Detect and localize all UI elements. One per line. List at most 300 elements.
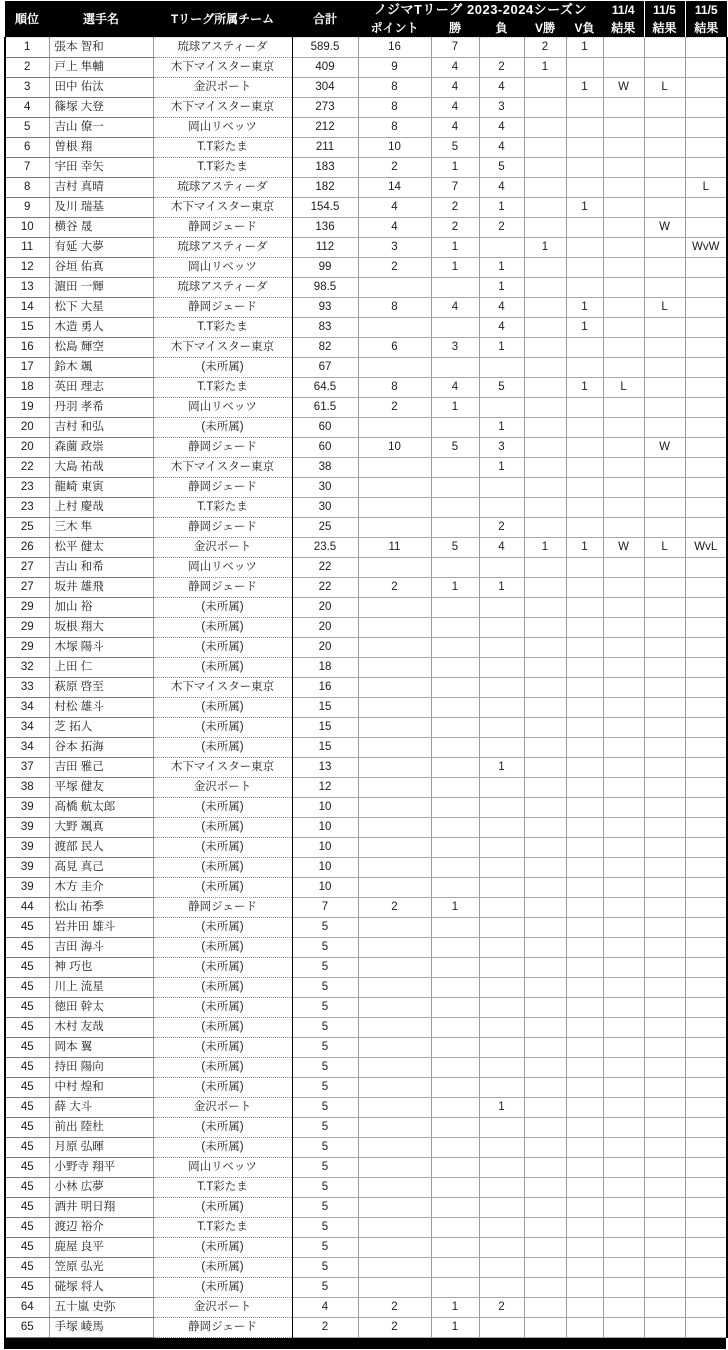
wins-cell — [431, 1158, 479, 1178]
points-cell: 2 — [358, 258, 431, 278]
team-cell: 琉球アスティーダ — [153, 38, 292, 58]
losses-cell — [479, 1258, 524, 1278]
v-losses-cell — [566, 238, 603, 258]
wins-cell — [431, 598, 479, 618]
v-losses-cell — [566, 1118, 603, 1138]
wins-cell — [431, 1258, 479, 1278]
player-name-cell: 上田 仁 — [49, 658, 153, 678]
result-1105a-cell — [644, 278, 685, 298]
team-cell: 金沢ポート — [153, 1098, 292, 1118]
result-1105b-cell — [685, 1278, 727, 1298]
v-losses-cell — [566, 1298, 603, 1318]
table-row — [5, 458, 727, 478]
player-name-cell: 小野寺 翔平 — [49, 1158, 153, 1178]
result-1105a-cell — [644, 98, 685, 118]
result-1104-cell — [603, 978, 644, 998]
result-1105a-cell — [644, 1218, 685, 1238]
points-cell: 14 — [358, 178, 431, 198]
total-cell: 5 — [292, 1018, 358, 1038]
wins-cell — [431, 498, 479, 518]
wins-cell — [431, 1178, 479, 1198]
total-cell: 211 — [292, 138, 358, 158]
team-cell: (未所属) — [153, 658, 292, 678]
result-1105a-cell — [644, 1278, 685, 1298]
team-cell: 琉球アスティーダ — [153, 278, 292, 298]
rank-cell: 10 — [5, 218, 49, 238]
v-wins-header: V勝 — [524, 19, 566, 38]
player-name-cell: 萩原 啓至 — [49, 678, 153, 698]
table-row — [5, 558, 727, 578]
losses-cell — [479, 618, 524, 638]
wins-cell — [431, 998, 479, 1018]
player-name-cell: 神 巧也 — [49, 958, 153, 978]
v-wins-cell — [524, 1138, 566, 1158]
result-1105a-cell — [644, 378, 685, 398]
team-cell: T.T彩たま — [153, 498, 292, 518]
rank-cell: 14 — [5, 298, 49, 318]
losses-cell — [479, 978, 524, 998]
v-losses-cell — [566, 1038, 603, 1058]
player-name-cell: 谷本 拓海 — [49, 738, 153, 758]
points-cell: 9 — [358, 58, 431, 78]
points-cell — [358, 1238, 431, 1258]
wins-cell — [431, 458, 479, 478]
result-1105a-cell — [644, 1078, 685, 1098]
result-1104-cell — [603, 638, 644, 658]
team-cell: 静岡ジェード — [153, 1318, 292, 1338]
result-1105a-cell: W — [644, 438, 685, 458]
points-cell — [358, 658, 431, 678]
rank-cell: 25 — [5, 518, 49, 538]
team-cell: 岡山リベッツ — [153, 258, 292, 278]
player-name-cell: 丹羽 孝希 — [49, 398, 153, 418]
result-1105a-cell — [644, 1058, 685, 1078]
losses-cell — [479, 1138, 524, 1158]
team-cell: (未所属) — [153, 998, 292, 1018]
team-cell: 金沢ポート — [153, 78, 292, 98]
player-name-cell: 薛 大斗 — [49, 1098, 153, 1118]
team-cell: 岡山リベッツ — [153, 118, 292, 138]
result-1104-cell — [603, 1118, 644, 1138]
player-name-cell: 森薗 政崇 — [49, 438, 153, 458]
result-1105a-cell — [644, 258, 685, 278]
player-name-cell: 木村 友哉 — [49, 1018, 153, 1038]
wins-cell — [431, 558, 479, 578]
v-losses-cell — [566, 1178, 603, 1198]
v-wins-cell — [524, 1158, 566, 1178]
table-row — [5, 278, 727, 298]
v-wins-cell — [524, 278, 566, 298]
result-1105b-cell — [685, 138, 727, 158]
losses-cell — [479, 1198, 524, 1218]
result-1105a-cell — [644, 598, 685, 618]
result-1104-cell: L — [603, 378, 644, 398]
table-row — [5, 718, 727, 738]
team-cell: 静岡ジェード — [153, 898, 292, 918]
losses-cell — [479, 658, 524, 678]
v-losses-cell — [566, 918, 603, 938]
v-losses-cell — [566, 718, 603, 738]
result-1104-cell — [603, 1138, 644, 1158]
player-name-cell: 吉村 和弘 — [49, 418, 153, 438]
table-row — [5, 58, 727, 78]
wins-cell: 2 — [431, 198, 479, 218]
result-1105b-cell: WvW — [685, 238, 727, 258]
result-1105a-cell — [644, 398, 685, 418]
result-1105b-cell — [685, 938, 727, 958]
points-cell — [358, 358, 431, 378]
losses-cell — [479, 778, 524, 798]
result-1105a-cell — [644, 838, 685, 858]
v-losses-cell — [566, 758, 603, 778]
result-1105a-cell — [644, 978, 685, 998]
wins-cell — [431, 418, 479, 438]
losses-cell — [479, 738, 524, 758]
result-1104-cell — [603, 1218, 644, 1238]
result-1105a-cell — [644, 58, 685, 78]
v-losses-cell — [566, 938, 603, 958]
losses-header: 負 — [479, 19, 524, 38]
table-row — [5, 938, 727, 958]
v-wins-cell — [524, 1258, 566, 1278]
result-1105a-cell — [644, 778, 685, 798]
result-1104-cell — [603, 338, 644, 358]
total-cell: 5 — [292, 978, 358, 998]
rank-cell: 27 — [5, 558, 49, 578]
v-wins-cell: 2 — [524, 38, 566, 58]
v-losses-cell — [566, 578, 603, 598]
result-1105b-cell — [685, 998, 727, 1018]
result-1104-cell — [603, 98, 644, 118]
result-1104-cell — [603, 618, 644, 638]
rank-cell: 26 — [5, 538, 49, 558]
result-1105b-cell — [685, 398, 727, 418]
losses-cell: 5 — [479, 378, 524, 398]
points-cell — [358, 1138, 431, 1158]
losses-cell — [479, 38, 524, 58]
points-cell: 2 — [358, 578, 431, 598]
result-1104-cell — [603, 998, 644, 1018]
result-1105b-cell — [685, 898, 727, 918]
rank-cell: 39 — [5, 858, 49, 878]
points-cell: 4 — [358, 198, 431, 218]
result-1104-cell — [603, 558, 644, 578]
losses-cell — [479, 1278, 524, 1298]
player-name-cell: 岡本 翼 — [49, 1038, 153, 1058]
losses-cell — [479, 678, 524, 698]
result-1105a-cell — [644, 918, 685, 938]
points-cell — [358, 678, 431, 698]
total-cell: 10 — [292, 878, 358, 898]
total-cell: 589.5 — [292, 38, 358, 58]
v-losses-cell — [566, 138, 603, 158]
player-name-cell: 月原 弘暉 — [49, 1138, 153, 1158]
wins-cell: 5 — [431, 138, 479, 158]
result-1105a-cell — [644, 1038, 685, 1058]
points-cell — [358, 618, 431, 638]
rank-cell: 34 — [5, 718, 49, 738]
result-1105b-cell — [685, 158, 727, 178]
result-1104-cell — [603, 1278, 644, 1298]
v-losses-cell — [566, 998, 603, 1018]
result-1105b-cell — [685, 878, 727, 898]
result-1105a-cell — [644, 1238, 685, 1258]
table-row — [5, 678, 727, 698]
points-cell — [358, 1058, 431, 1078]
table-row — [5, 438, 727, 458]
v-wins-cell — [524, 958, 566, 978]
rank-cell: 45 — [5, 978, 49, 998]
rank-cell: 45 — [5, 1118, 49, 1138]
losses-cell — [479, 358, 524, 378]
rank-cell: 29 — [5, 598, 49, 618]
wins-cell — [431, 718, 479, 738]
result-1105a-cell — [644, 698, 685, 718]
losses-cell — [479, 838, 524, 858]
result-1104-cell — [603, 778, 644, 798]
player-name-cell: 吉田 海斗 — [49, 938, 153, 958]
wins-cell: 1 — [431, 398, 479, 418]
wins-cell — [431, 918, 479, 938]
v-losses-cell — [566, 858, 603, 878]
v-losses-cell — [566, 418, 603, 438]
date-header-1104: 11/4 — [603, 1, 644, 19]
v-losses-cell — [566, 1238, 603, 1258]
losses-cell: 2 — [479, 218, 524, 238]
player-name-cell: 坂根 翔大 — [49, 618, 153, 638]
total-cell: 5 — [292, 1278, 358, 1298]
team-cell: T.T彩たま — [153, 378, 292, 398]
losses-cell: 4 — [479, 78, 524, 98]
points-cell — [358, 1278, 431, 1298]
result-1104-cell — [603, 158, 644, 178]
table-row — [5, 1198, 727, 1218]
team-cell: 琉球アスティーダ — [153, 178, 292, 198]
v-losses-cell — [566, 1078, 603, 1098]
wins-cell — [431, 938, 479, 958]
result-1105a-cell — [644, 478, 685, 498]
total-cell: 112 — [292, 238, 358, 258]
result-1105b-cell — [685, 118, 727, 138]
player-name-cell: 木方 圭介 — [49, 878, 153, 898]
table-body — [5, 38, 727, 1338]
result-1105b-cell — [685, 978, 727, 998]
result-1105b-cell — [685, 698, 727, 718]
wins-cell — [431, 878, 479, 898]
table-row — [5, 538, 727, 558]
result-1105b-cell — [685, 1078, 727, 1098]
result-1104-cell — [603, 238, 644, 258]
losses-cell — [479, 958, 524, 978]
team-cell: 静岡ジェード — [153, 518, 292, 538]
table-row — [5, 38, 727, 58]
player-name-cell: 松島 輝空 — [49, 338, 153, 358]
player-name-cell: 松山 祐季 — [49, 898, 153, 918]
result-1104-cell — [603, 1298, 644, 1318]
losses-cell — [479, 918, 524, 938]
wins-cell: 1 — [431, 578, 479, 598]
v-wins-cell — [524, 398, 566, 418]
v-wins-cell: 1 — [524, 238, 566, 258]
player-name-cell: 三木 隼 — [49, 518, 153, 538]
table-row — [5, 478, 727, 498]
v-wins-cell — [524, 1098, 566, 1118]
table-row — [5, 1038, 727, 1058]
result-1105a-cell — [644, 718, 685, 738]
v-wins-cell — [524, 778, 566, 798]
result-1105b-cell — [685, 338, 727, 358]
points-cell — [358, 278, 431, 298]
player-name-cell: 酒井 明日翔 — [49, 1198, 153, 1218]
v-wins-cell — [524, 378, 566, 398]
rank-cell: 45 — [5, 1278, 49, 1298]
team-cell: 木下マイスター東京 — [153, 678, 292, 698]
points-cell — [358, 598, 431, 618]
rank-cell: 37 — [5, 758, 49, 778]
rank-cell: 45 — [5, 1078, 49, 1098]
result-1105b-cell — [685, 818, 727, 838]
rank-cell: 45 — [5, 998, 49, 1018]
table-row — [5, 858, 727, 878]
result-1105b-cell — [685, 1238, 727, 1258]
table-header — [5, 1, 727, 38]
result-1104-cell — [603, 858, 644, 878]
total-cell: 12 — [292, 778, 358, 798]
team-cell: T.T彩たま — [153, 1218, 292, 1238]
table-row — [5, 798, 727, 818]
team-cell: (未所属) — [153, 1078, 292, 1098]
result-1105a-cell — [644, 558, 685, 578]
total-cell: 82 — [292, 338, 358, 358]
team-cell: 静岡ジェード — [153, 218, 292, 238]
result-1105a-cell — [644, 898, 685, 918]
rank-cell: 29 — [5, 618, 49, 638]
losses-cell: 3 — [479, 438, 524, 458]
result-1104-cell — [603, 738, 644, 758]
losses-cell — [479, 1238, 524, 1258]
total-cell: 7 — [292, 898, 358, 918]
losses-cell: 1 — [479, 758, 524, 778]
wins-cell — [431, 1198, 479, 1218]
losses-cell: 3 — [479, 98, 524, 118]
table-row — [5, 298, 727, 318]
points-cell: 2 — [358, 398, 431, 418]
result-1105b-cell — [685, 378, 727, 398]
result-1104-cell — [603, 1178, 644, 1198]
wins-cell — [431, 1138, 479, 1158]
points-cell — [358, 758, 431, 778]
v-wins-cell — [524, 638, 566, 658]
rank-cell: 45 — [5, 1098, 49, 1118]
wins-cell — [431, 738, 479, 758]
player-name-cell: 鈴木 颯 — [49, 358, 153, 378]
losses-cell: 1 — [479, 198, 524, 218]
wins-cell: 1 — [431, 238, 479, 258]
v-wins-cell — [524, 198, 566, 218]
wins-cell — [431, 478, 479, 498]
v-wins-cell — [524, 418, 566, 438]
points-cell: 2 — [358, 1298, 431, 1318]
v-wins-cell — [524, 438, 566, 458]
rank-cell: 45 — [5, 1038, 49, 1058]
total-cell: 5 — [292, 1158, 358, 1178]
rank-cell: 23 — [5, 478, 49, 498]
team-cell: 岡山リベッツ — [153, 1158, 292, 1178]
player-name-cell: 谷垣 佑真 — [49, 258, 153, 278]
team-cell: 木下マイスター東京 — [153, 98, 292, 118]
player-name-cell: 吉田 雅己 — [49, 758, 153, 778]
total-cell: 136 — [292, 218, 358, 238]
wins-cell — [431, 678, 479, 698]
v-losses-cell: 1 — [566, 78, 603, 98]
team-cell: 木下マイスター東京 — [153, 458, 292, 478]
wins-cell — [431, 1038, 479, 1058]
v-losses-cell — [566, 818, 603, 838]
result-1105a-cell — [644, 658, 685, 678]
wins-cell — [431, 1278, 479, 1298]
v-losses-cell — [566, 1278, 603, 1298]
wins-cell — [431, 358, 479, 378]
losses-cell — [479, 1158, 524, 1178]
rank-cell: 1 — [5, 38, 49, 58]
table-row — [5, 178, 727, 198]
total-cell: 4 — [292, 1298, 358, 1318]
v-wins-cell — [524, 678, 566, 698]
v-losses-cell — [566, 1218, 603, 1238]
v-losses-cell — [566, 218, 603, 238]
player-name-cell: 中村 煌和 — [49, 1078, 153, 1098]
team-cell: 金沢ポート — [153, 538, 292, 558]
result-1105a-cell — [644, 318, 685, 338]
rank-cell: 45 — [5, 918, 49, 938]
rank-cell: 18 — [5, 378, 49, 398]
team-cell: (未所属) — [153, 938, 292, 958]
total-cell: 5 — [292, 1238, 358, 1258]
losses-cell — [479, 1178, 524, 1198]
total-cell: 409 — [292, 58, 358, 78]
result-1104-cell — [603, 798, 644, 818]
result-1105b-cell — [685, 98, 727, 118]
v-wins-cell — [524, 358, 566, 378]
v-wins-cell — [524, 1038, 566, 1058]
table-row — [5, 118, 727, 138]
v-losses-cell — [566, 878, 603, 898]
team-cell: 金沢ポート — [153, 778, 292, 798]
wins-cell — [431, 278, 479, 298]
result-1105a-cell: L — [644, 538, 685, 558]
result-1104-cell — [603, 1198, 644, 1218]
result-1105b-cell — [685, 1058, 727, 1078]
team-cell: (未所属) — [153, 1118, 292, 1138]
result-1104-cell — [603, 1038, 644, 1058]
points-cell: 11 — [358, 538, 431, 558]
player-header: 選手名 — [49, 1, 153, 38]
result-1105a-cell — [644, 1298, 685, 1318]
result-1105a-cell — [644, 1118, 685, 1138]
team-cell: (未所属) — [153, 1258, 292, 1278]
player-name-cell: 英田 理志 — [49, 378, 153, 398]
player-name-cell: 吉山 僚一 — [49, 118, 153, 138]
v-losses-cell — [566, 58, 603, 78]
result-1104-cell — [603, 518, 644, 538]
rank-cell: 5 — [5, 118, 49, 138]
losses-cell: 2 — [479, 58, 524, 78]
points-cell: 8 — [358, 378, 431, 398]
player-name-cell: 曽根 翔 — [49, 138, 153, 158]
result-1105b-cell — [685, 1218, 727, 1238]
wins-cell: 1 — [431, 258, 479, 278]
team-cell: (未所属) — [153, 1278, 292, 1298]
